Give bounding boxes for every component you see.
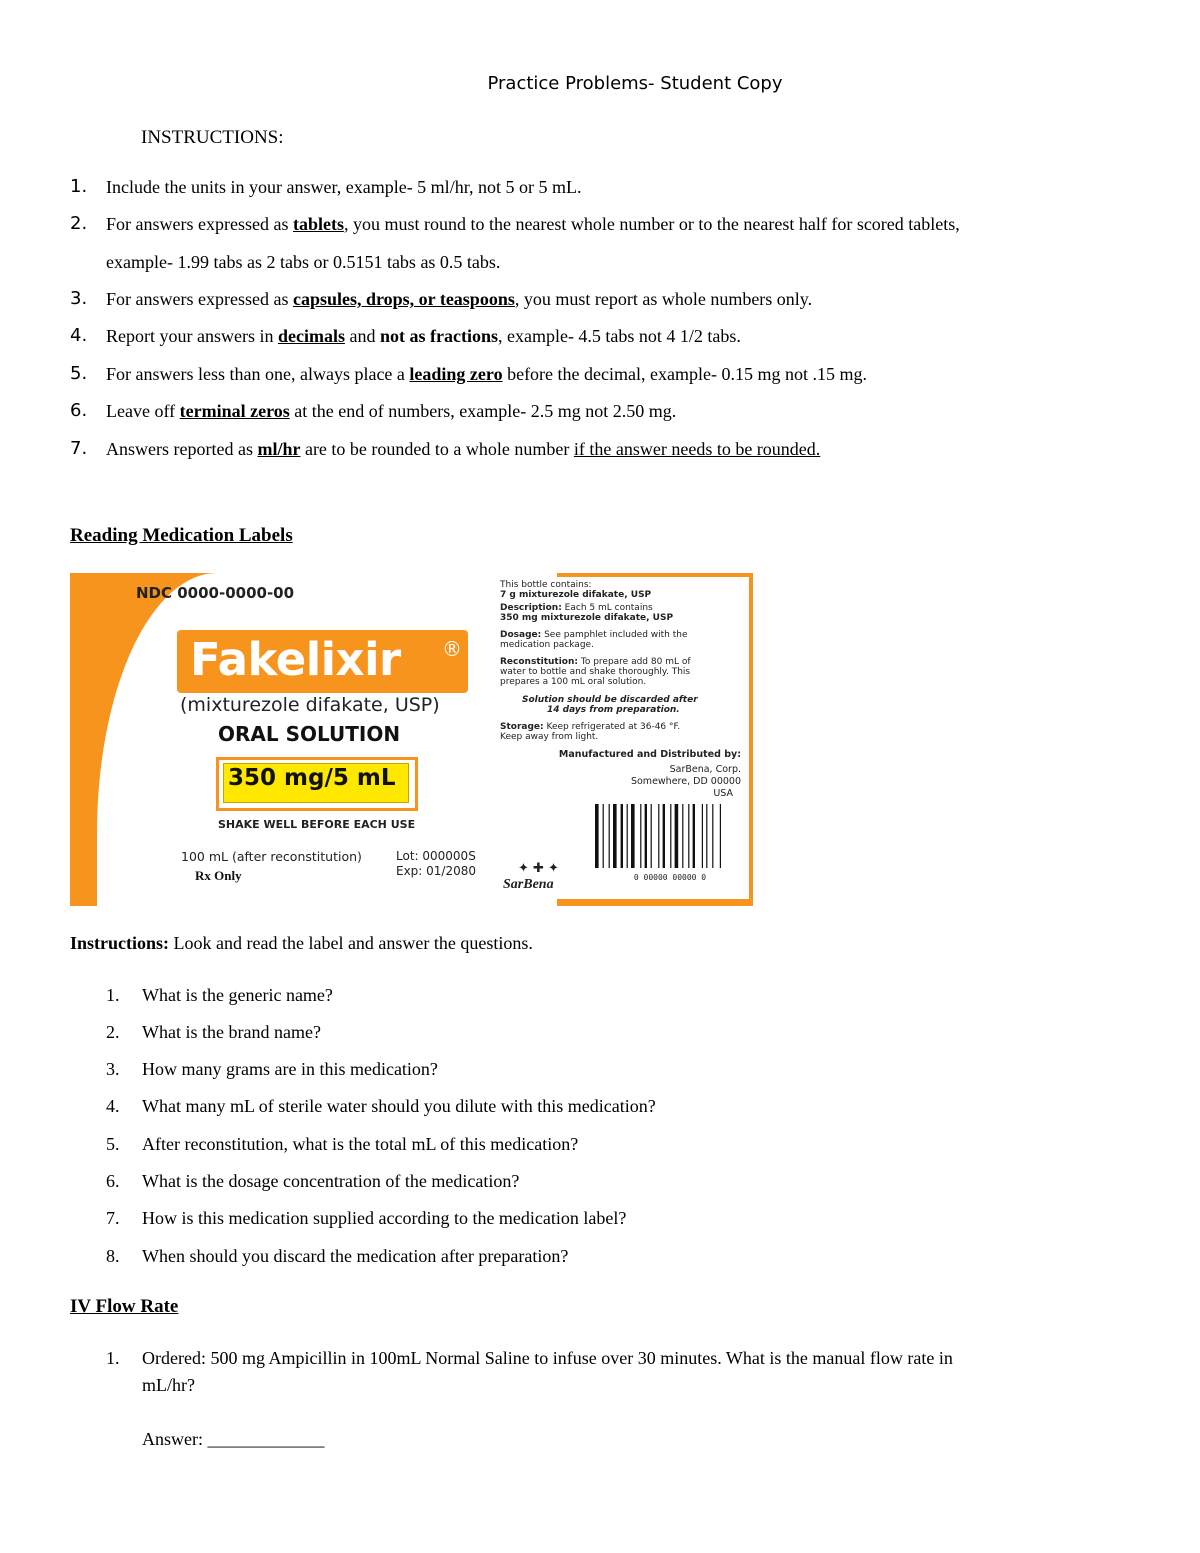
section-title-reading-labels: Reading Medication Labels: [70, 525, 293, 546]
sarbena-logo: SarBena: [503, 877, 554, 892]
label-brand-name: Fakelixir: [190, 633, 401, 686]
label-shake-warning: SHAKE WELL BEFORE EACH USE: [218, 818, 416, 831]
label-volume: 100 mL (after reconstitution): [181, 849, 362, 864]
label-manufacturer-address: Somewhere, DD 00000: [630, 776, 741, 787]
label-manufacturer-name: SarBena, Corp.: [669, 764, 741, 775]
label-lot: Lot: 000000S: [396, 849, 476, 863]
label-contains-line1: This bottle contains:: [500, 580, 592, 590]
label-storage-line2: Keep away from light.: [500, 732, 599, 742]
label-recon-line3: prepares a 100 mL oral solution.: [500, 677, 647, 687]
instructions-heading: INSTRUCTIONS:: [141, 127, 284, 148]
label-contains-line2: 7 g mixturezole difakate, USP: [500, 590, 652, 600]
label-recon-line2: water to bottle and shake thoroughly. This: [500, 667, 691, 677]
svg-text:0 00000 00000 0: 0 00000 00000 0: [633, 873, 707, 882]
barcode-icon: [593, 802, 748, 882]
registered-mark: ®: [442, 637, 462, 661]
label-dosage-form: ORAL SOLUTION: [218, 722, 401, 746]
label-ndc: NDC 0000-0000-00: [136, 584, 295, 602]
label-manufacturer-heading: Manufactured and Distributed by:: [558, 749, 741, 760]
label-discard-line2: 14 days from preparation.: [547, 705, 680, 715]
label-recon-line1: Reconstitution: To prepare add 80 mL of: [500, 657, 691, 667]
label-generic-name: (mixturezole difakate, USP): [180, 694, 440, 716]
label-storage-line1: Storage: Keep refrigerated at 36-46 °F.: [500, 722, 681, 732]
page-title: Practice Problems- Student Copy: [487, 73, 783, 94]
label-dosage-line1: Dosage: See pamphlet included with the: [500, 630, 688, 640]
label-exp: Exp: 01/2080: [396, 864, 477, 878]
label-manufacturer-country: USA: [713, 788, 733, 799]
section-title-iv-flow-rate: IV Flow Rate: [70, 1296, 179, 1317]
label-rx-only: Rx Only: [195, 868, 242, 883]
label-description-line2: 350 mg mixturezole difakate, USP: [500, 613, 674, 623]
medication-label-image: [70, 573, 753, 906]
label-dosage-line2: medication package.: [500, 640, 594, 650]
sarbena-stars-icon: ✦ ✚ ✦: [518, 861, 559, 876]
label-discard-line1: Solution should be discarded after: [522, 695, 698, 705]
label-strength: 350 mg/5 mL: [228, 765, 396, 791]
label-instructions: Instructions: Look and read the label and answer the questions.: [70, 933, 533, 953]
label-description-line1: Description: Each 5 mL contains: [500, 603, 653, 613]
